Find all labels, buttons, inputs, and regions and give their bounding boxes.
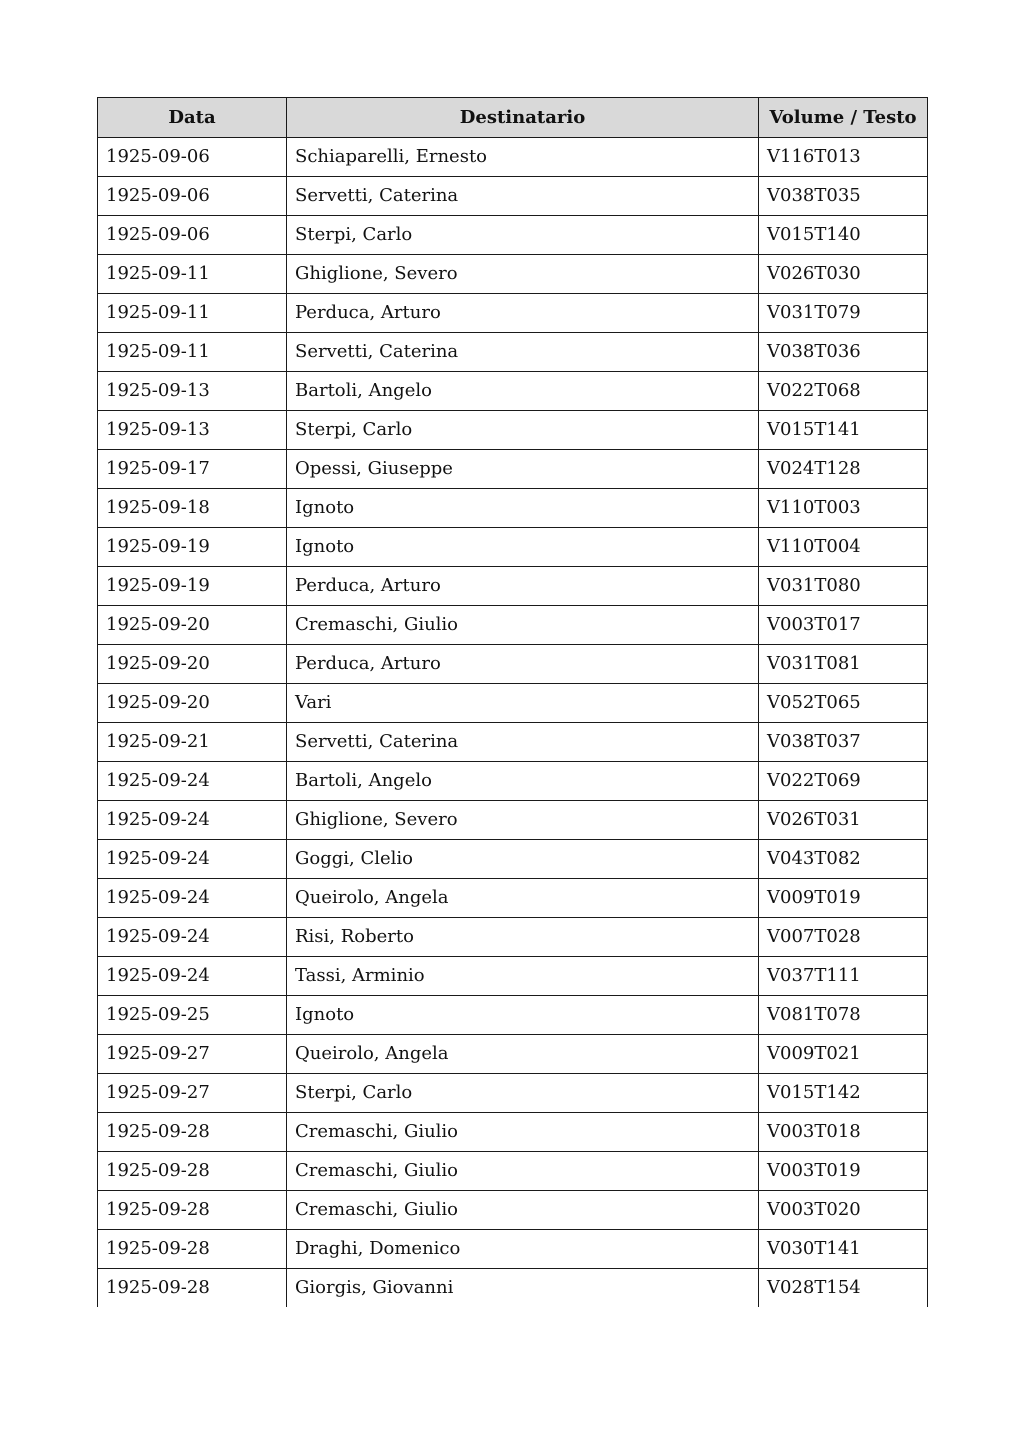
date-cell: 1925-09-24 bbox=[98, 801, 287, 840]
date-cell: 1925-09-18 bbox=[98, 489, 287, 528]
recipient-cell: Perduca, Arturo bbox=[287, 294, 759, 333]
table-row bbox=[98, 1152, 928, 1191]
recipient-cell: Servetti, Caterina bbox=[287, 723, 759, 762]
recipient-cell: Ghiglione, Severo bbox=[287, 255, 759, 294]
recipient-cell: Servetti, Caterina bbox=[287, 177, 759, 216]
table-row bbox=[98, 684, 928, 723]
table-row bbox=[98, 918, 928, 957]
volume-text-cell: V038T037 bbox=[759, 723, 928, 762]
table-row bbox=[98, 801, 928, 840]
recipient-cell: Sterpi, Carlo bbox=[287, 1074, 759, 1113]
volume-text-cell: V030T141 bbox=[759, 1230, 928, 1269]
volume-text-cell: V015T141 bbox=[759, 411, 928, 450]
table-row bbox=[98, 879, 928, 918]
volume-text-cell: V026T030 bbox=[759, 255, 928, 294]
volume-text-cell: V116T013 bbox=[759, 138, 928, 177]
table-row bbox=[98, 723, 928, 762]
document-page bbox=[97, 97, 927, 1307]
volume-text-cell: V028T154 bbox=[759, 1269, 928, 1308]
recipient-cell: Sterpi, Carlo bbox=[287, 411, 759, 450]
recipient-cell: Vari bbox=[287, 684, 759, 723]
volume-text-cell: V003T019 bbox=[759, 1152, 928, 1191]
table-row bbox=[98, 1113, 928, 1152]
recipient-cell: Bartoli, Angelo bbox=[287, 762, 759, 801]
volume-text-cell: V081T078 bbox=[759, 996, 928, 1035]
table-row bbox=[98, 528, 928, 567]
table-row bbox=[98, 567, 928, 606]
table-row bbox=[98, 294, 928, 333]
recipient-cell: Bartoli, Angelo bbox=[287, 372, 759, 411]
recipient-cell: Queirolo, Angela bbox=[287, 879, 759, 918]
volume-text-cell: V026T031 bbox=[759, 801, 928, 840]
volume-text-cell: V015T140 bbox=[759, 216, 928, 255]
date-cell: 1925-09-20 bbox=[98, 606, 287, 645]
volume-text-cell: V022T069 bbox=[759, 762, 928, 801]
recipient-cell: Tassi, Arminio bbox=[287, 957, 759, 996]
volume-text-cell: V024T128 bbox=[759, 450, 928, 489]
volume-text-cell: V015T142 bbox=[759, 1074, 928, 1113]
date-cell: 1925-09-24 bbox=[98, 918, 287, 957]
volume-text-cell: V009T021 bbox=[759, 1035, 928, 1074]
date-cell: 1925-09-21 bbox=[98, 723, 287, 762]
recipient-cell: Ghiglione, Severo bbox=[287, 801, 759, 840]
date-cell: 1925-09-06 bbox=[98, 177, 287, 216]
volume-text-cell: V038T036 bbox=[759, 333, 928, 372]
volume-text-cell: V110T003 bbox=[759, 489, 928, 528]
date-cell: 1925-09-06 bbox=[98, 138, 287, 177]
table-row bbox=[98, 1230, 928, 1269]
table-body bbox=[98, 138, 928, 1308]
date-cell: 1925-09-24 bbox=[98, 879, 287, 918]
volume-text-cell: V037T111 bbox=[759, 957, 928, 996]
date-cell: 1925-09-06 bbox=[98, 216, 287, 255]
volume-text-cell: V052T065 bbox=[759, 684, 928, 723]
volume-text-cell: V003T020 bbox=[759, 1191, 928, 1230]
volume-text-cell: V007T028 bbox=[759, 918, 928, 957]
column-header-volume-testo: Volume / Testo bbox=[759, 98, 928, 138]
column-header-destinatario: Destinatario bbox=[287, 98, 759, 138]
table-row bbox=[98, 411, 928, 450]
table-header bbox=[98, 98, 928, 138]
date-cell: 1925-09-24 bbox=[98, 957, 287, 996]
volume-text-cell: V022T068 bbox=[759, 372, 928, 411]
date-cell: 1925-09-28 bbox=[98, 1230, 287, 1269]
recipient-cell: Cremaschi, Giulio bbox=[287, 1191, 759, 1230]
volume-text-cell: V043T082 bbox=[759, 840, 928, 879]
table-row bbox=[98, 216, 928, 255]
column-header-data: Data bbox=[98, 98, 287, 138]
letters-table bbox=[97, 97, 928, 1307]
date-cell: 1925-09-11 bbox=[98, 333, 287, 372]
table-row bbox=[98, 645, 928, 684]
table-row bbox=[98, 840, 928, 879]
recipient-cell: Schiaparelli, Ernesto bbox=[287, 138, 759, 177]
table-row bbox=[98, 177, 928, 216]
volume-text-cell: V003T018 bbox=[759, 1113, 928, 1152]
table-row bbox=[98, 1269, 928, 1308]
date-cell: 1925-09-27 bbox=[98, 1035, 287, 1074]
table-row bbox=[98, 1074, 928, 1113]
table-row bbox=[98, 138, 928, 177]
date-cell: 1925-09-19 bbox=[98, 528, 287, 567]
volume-text-cell: V110T004 bbox=[759, 528, 928, 567]
date-cell: 1925-09-25 bbox=[98, 996, 287, 1035]
recipient-cell: Cremaschi, Giulio bbox=[287, 1152, 759, 1191]
recipient-cell: Giorgis, Giovanni bbox=[287, 1269, 759, 1308]
table-row bbox=[98, 1191, 928, 1230]
recipient-cell: Servetti, Caterina bbox=[287, 333, 759, 372]
table-row bbox=[98, 489, 928, 528]
volume-text-cell: V009T019 bbox=[759, 879, 928, 918]
volume-text-cell: V031T081 bbox=[759, 645, 928, 684]
recipient-cell: Perduca, Arturo bbox=[287, 645, 759, 684]
recipient-cell: Risi, Roberto bbox=[287, 918, 759, 957]
table-row bbox=[98, 606, 928, 645]
date-cell: 1925-09-28 bbox=[98, 1152, 287, 1191]
recipient-cell: Ignoto bbox=[287, 996, 759, 1035]
recipient-cell: Sterpi, Carlo bbox=[287, 216, 759, 255]
volume-text-cell: V038T035 bbox=[759, 177, 928, 216]
table-row bbox=[98, 957, 928, 996]
volume-text-cell: V003T017 bbox=[759, 606, 928, 645]
date-cell: 1925-09-13 bbox=[98, 372, 287, 411]
header-row bbox=[98, 98, 928, 138]
date-cell: 1925-09-28 bbox=[98, 1113, 287, 1152]
date-cell: 1925-09-24 bbox=[98, 762, 287, 801]
recipient-cell: Cremaschi, Giulio bbox=[287, 606, 759, 645]
recipient-cell: Ignoto bbox=[287, 528, 759, 567]
recipient-cell: Draghi, Domenico bbox=[287, 1230, 759, 1269]
volume-text-cell: V031T079 bbox=[759, 294, 928, 333]
table-row bbox=[98, 255, 928, 294]
recipient-cell: Ignoto bbox=[287, 489, 759, 528]
date-cell: 1925-09-19 bbox=[98, 567, 287, 606]
table-row bbox=[98, 762, 928, 801]
date-cell: 1925-09-11 bbox=[98, 255, 287, 294]
date-cell: 1925-09-17 bbox=[98, 450, 287, 489]
table-row bbox=[98, 996, 928, 1035]
table-row bbox=[98, 372, 928, 411]
date-cell: 1925-09-27 bbox=[98, 1074, 287, 1113]
recipient-cell: Goggi, Clelio bbox=[287, 840, 759, 879]
recipient-cell: Opessi, Giuseppe bbox=[287, 450, 759, 489]
date-cell: 1925-09-20 bbox=[98, 684, 287, 723]
date-cell: 1925-09-24 bbox=[98, 840, 287, 879]
table-row bbox=[98, 1035, 928, 1074]
volume-text-cell: V031T080 bbox=[759, 567, 928, 606]
date-cell: 1925-09-11 bbox=[98, 294, 287, 333]
date-cell: 1925-09-28 bbox=[98, 1191, 287, 1230]
date-cell: 1925-09-20 bbox=[98, 645, 287, 684]
date-cell: 1925-09-13 bbox=[98, 411, 287, 450]
table-row bbox=[98, 450, 928, 489]
recipient-cell: Queirolo, Angela bbox=[287, 1035, 759, 1074]
recipient-cell: Cremaschi, Giulio bbox=[287, 1113, 759, 1152]
date-cell: 1925-09-28 bbox=[98, 1269, 287, 1308]
table-row bbox=[98, 333, 928, 372]
recipient-cell: Perduca, Arturo bbox=[287, 567, 759, 606]
